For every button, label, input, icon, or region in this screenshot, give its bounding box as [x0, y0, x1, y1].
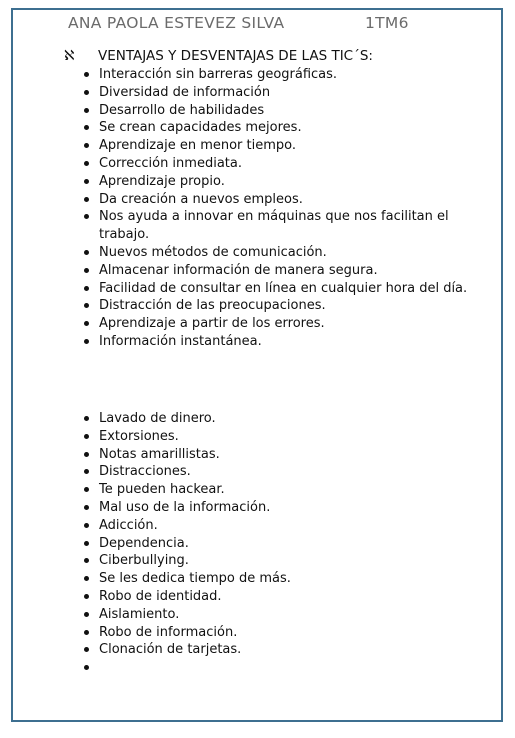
list-item — [82, 499, 472, 517]
list-item — [82, 552, 472, 570]
list-item — [82, 624, 472, 642]
list-item — [82, 481, 472, 499]
list-item — [82, 588, 472, 606]
list-item-text: Aislamiento. — [99, 606, 180, 622]
list-item — [82, 410, 472, 428]
list-item — [82, 535, 472, 553]
section-heading — [64, 48, 373, 64]
list-item-text: Te pueden hackear. — [99, 482, 225, 498]
bullet-icon — [84, 594, 89, 599]
list-item — [82, 517, 472, 535]
list-item-text: Lavado de dinero. — [99, 411, 216, 426]
list-item-text: Adicción. — [99, 517, 158, 533]
list-item — [82, 280, 472, 298]
bullet-icon — [84, 214, 89, 219]
list-item — [82, 119, 472, 137]
bullet-icon — [84, 452, 89, 457]
desventajas-list — [82, 410, 472, 659]
list-item — [82, 66, 472, 84]
bullet-icon — [84, 469, 89, 474]
list-item — [82, 244, 472, 262]
bullet-icon — [84, 72, 89, 77]
list-item — [82, 84, 472, 102]
bullet-icon — [84, 161, 89, 166]
bullet-icon — [84, 523, 89, 528]
list-item — [82, 262, 472, 280]
bullet-icon — [84, 630, 89, 635]
bullet-icon — [84, 125, 89, 130]
bullet-icon — [84, 143, 89, 148]
list-item-text: Robo de identidad. — [99, 588, 222, 604]
list-item-text: Información instantánea. — [99, 333, 262, 349]
list-item — [82, 333, 472, 351]
list-item-text: Clonación de tarjetas. — [99, 642, 242, 658]
list-item — [82, 102, 472, 120]
list-item — [82, 137, 472, 155]
list-item-text: Facilidad de consultar en línea en cualquier hora del día. — [99, 280, 468, 296]
list-item-text: Diversidad de información — [99, 84, 271, 100]
bullet-icon — [84, 647, 89, 652]
list-item — [82, 570, 472, 588]
list-item-text: Corrección inmediata. — [99, 155, 242, 171]
list-item-text: Se crean capacidades mejores. — [99, 120, 302, 136]
bullet-icon — [84, 303, 89, 308]
list-item — [82, 606, 472, 624]
list-item-text: Aprendizaje a partir de los errores. — [99, 316, 325, 332]
list-item — [82, 428, 472, 446]
bullet-icon — [84, 108, 89, 113]
list-item-text: Notas amarillistas. — [99, 446, 220, 462]
list-item — [82, 315, 472, 333]
bullet-icon — [84, 487, 89, 492]
bullet-icon — [84, 541, 89, 546]
list-item-text: Mal uso de la información. — [99, 499, 271, 515]
section-title: VENTAJAS Y DESVENTAJAS DE LAS TIC´S: — [98, 48, 373, 64]
list-item-text: Dependencia. — [99, 535, 189, 551]
list-item-text: Interacción sin barreras geográficas. — [99, 67, 338, 82]
bullet-icon — [84, 197, 89, 202]
document-header — [68, 14, 488, 38]
list-item-text: Distracción de las preocupaciones. — [99, 298, 326, 314]
bullet-icon — [84, 505, 89, 510]
bullet-icon — [84, 179, 89, 184]
list-item-text: Se les dedica tiempo de más. — [99, 571, 291, 587]
list-item-text: Almacenar información de manera segura. — [99, 262, 378, 278]
list-item-text: Da creación a nuevos empleos. — [99, 191, 303, 207]
author-name: ANA PAOLA ESTEVEZ SILVA — [68, 14, 285, 32]
list-item — [82, 155, 472, 173]
list-item-text: Desarrollo de habilidades — [99, 102, 265, 118]
bullet-icon — [84, 250, 89, 255]
list-item-text: Distracciones. — [99, 464, 191, 480]
list-item-text: Aprendizaje en menor tiempo. — [99, 138, 297, 154]
bullet-icon — [84, 434, 89, 439]
bullet-icon — [84, 612, 89, 617]
bullet-icon — [84, 268, 89, 273]
list-item — [82, 297, 472, 315]
list-item — [82, 463, 472, 481]
list-item-text: Aprendizaje propio. — [99, 173, 225, 189]
list-item — [82, 446, 472, 464]
bullet-icon — [84, 416, 89, 421]
group-code: 1TM6 — [365, 14, 409, 32]
bullet-icon — [84, 286, 89, 291]
list-item-text: Extorsiones. — [99, 428, 179, 444]
bullet-icon — [84, 339, 89, 344]
list-item — [82, 191, 472, 209]
list-item-text: Nuevos métodos de comunicación. — [99, 244, 327, 260]
ventajas-list — [82, 66, 472, 351]
aleph-bullet-icon: ℵ — [64, 48, 75, 64]
bullet-icon — [84, 90, 89, 95]
list-item-text: Robo de información. — [99, 624, 238, 640]
list-item — [82, 173, 472, 191]
list-item-text: Nos ayuda a innovar en máquinas que nos facilitan el trabajo. — [99, 209, 449, 243]
list-item-text: Ciberbullying. — [99, 553, 189, 569]
list-item — [82, 208, 472, 244]
bullet-icon — [84, 576, 89, 581]
bullet-icon — [84, 321, 89, 326]
bullet-icon — [84, 558, 89, 563]
list-item — [82, 641, 472, 659]
